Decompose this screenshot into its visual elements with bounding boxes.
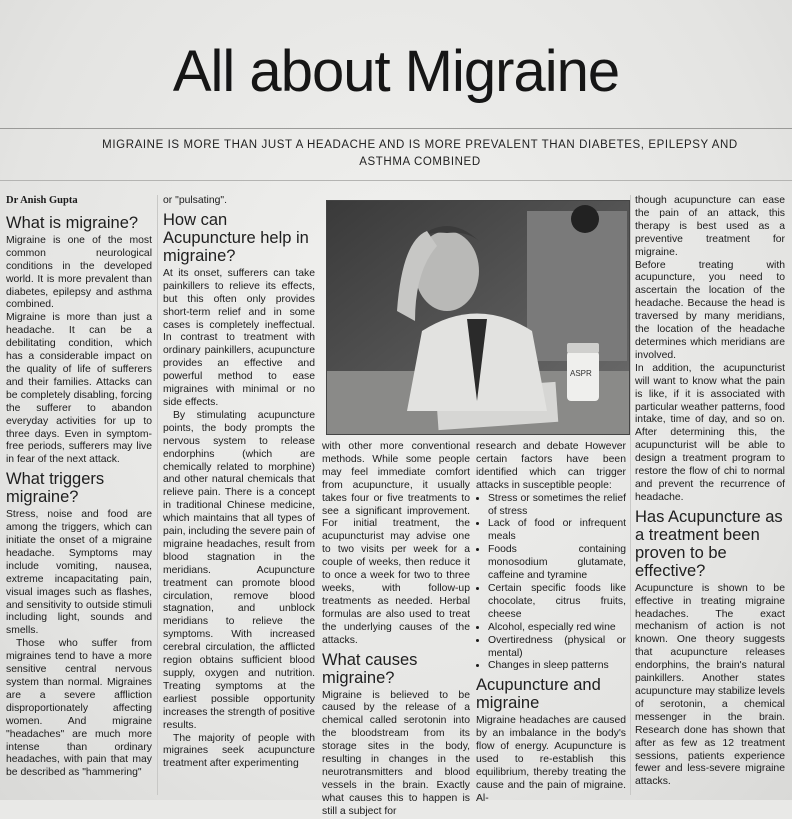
photo-man-with-headache: [326, 200, 630, 435]
bottle-label: ASPR: [570, 369, 592, 378]
heading-what-triggers-migraine: What triggers migraine?: [6, 470, 105, 507]
list-item: • Changes in sleep patterns: [488, 660, 626, 673]
heading-how-can-acupuncture-help: How can Acupuncture help in migraine?: [163, 210, 309, 265]
paragraph: In addition, the acupuncturist will want to know what the pain is like, if it is associated with particular weather patterns, food intake, time of day, and so on. After determining this, the acupuncturist will be able to design a treatment program to restore the flow of chi to normal and prevent the recurrence of headache.: [635, 362, 785, 503]
paragraph: Acupuncture is shown to be effective in treating migraine headaches. The exact mechanism of action is not known. One theory suggests that acupuncture releases endorphins, the brain's natural painkillers. Another states acupuncture may stabilize levels of serotonin, a chemical messenger in the brain. Research done has shown that after as few as 12 treatment sessions, patients experience fewer and less-severe migraine attacks.: [635, 582, 785, 788]
paragraph: At its onset, sufferers can take painkillers to relieve its effects, but this often only provides short-term relief and in some cases is completely ineffectual. In contrast to treatment with ordinary painkillers, acupuncture provides an effective and powerful method to ease migraines with minimal or no side effects.: [163, 267, 315, 408]
column-4: [476, 441, 626, 806]
list-item: • Stress or sometimes the relief of stress: [488, 493, 626, 519]
list-item: • Alcohol, especially red wine: [488, 622, 626, 635]
paragraph: Migraine is one of the most common neurological conditions in the developed world. It is more prevalent than diabetes, epilepsy and asthma combined.: [6, 234, 152, 311]
heading-has-acupuncture-been-proven: Has Acupuncture as a treatment been proven to be effective?: [635, 507, 783, 580]
heading-what-causes-migraine: What causes migraine?: [322, 650, 418, 687]
divider: [0, 180, 792, 181]
divider: [0, 128, 792, 129]
column-5: [635, 195, 785, 789]
byline: Dr Anish Gupta: [6, 195, 78, 206]
column-2: [163, 195, 315, 771]
heading-acupuncture-and-migraine: Acupuncture and migraine: [476, 676, 601, 713]
list-item: • Lack of food or infrequent meals: [488, 518, 626, 544]
column-divider: [630, 195, 631, 795]
heading-what-is-migraine: What is migraine?: [6, 213, 139, 232]
paragraph: Migraine is more than just a headache. It can be a debilitating condition, which has a considerable impact on the quality of life of sufferers and their families. Attacks can be completely disabling, forcing the sufferer to abandon everyday activities for up to three days. Even in symptom-free periods, sufferers may live in fear of the next attack.: [6, 312, 152, 466]
paragraph: The majority of people with migraines seek acupuncture treatment after experimenting: [163, 732, 315, 770]
list-item: • Foods containing monosodium glutamate, caffeine and tyramine: [488, 544, 626, 583]
paragraph: Migraine headaches are caused by an imbalance in the body's flow of energy. Acupuncture is used to re-establish this equilibrium, thereby treating the cause and the pain of migraine. Al-: [476, 715, 626, 804]
paragraph: research and debate However certain factors have been identified which can trigger attacks in susceptible people:: [476, 441, 626, 491]
paragraph: Before treating with acupuncture, you need to ascertain the location of the headache. Because the head is traversed by many meridians, the location of the headache determines which meridians are involved.: [635, 259, 785, 361]
paragraph: or "pulsating".: [163, 195, 227, 206]
list-item: • Certain specific foods like chocolate, citrus fruits, cheese: [488, 583, 626, 622]
article-subtitle: MIGRAINE IS MORE THAN JUST A HEADACHE AND IS MORE PREVALENT THAN DIABETES, EPILEPSY AND ASTHMA COMBINED: [102, 139, 738, 168]
paragraph: though acupuncture can ease the pain of an attack, this therapy is best used as a preventive treatment for migraine.: [635, 195, 785, 258]
paragraph: Those who suffer from migraines tend to have a more sensitive central nervous system than normal. Migraines are a severe affliction disproportionately affecting women. And migraine "headaches" are much more intense than ordinary headaches, with pain that may be described as "hammering": [6, 638, 152, 779]
article-title: All about Migraine: [172, 39, 620, 104]
paragraph: with other more conventional methods. While some people may feel immediate comfort from acupuncture, it usually takes four or five treatments to see a significant improvement. For initial treatment, the acupuncturist may advise one to two visits per week for a couple of weeks, then reduce it to once a week for two to three weeks, with follow-up treatments as needed. Herbal formulas are also used to treat the underlying causes of the attacks.: [322, 441, 470, 646]
column-3: [322, 441, 470, 819]
paragraph: Migraine is believed to be caused by the release of a chemical called serotonin into the bloodstream from its storage sites in the body, resulting in changes in the neurotransmitters and blood vessels in the brain. Exactly what causes this to happen is still a subject for: [322, 689, 470, 817]
list-item: • Overtiredness (physical or mental): [488, 635, 626, 661]
trigger-list: [476, 493, 626, 674]
paragraph: Stress, noise and food are among the triggers, which can initiate the onset of a migraine headache. Symptoms may include vomiting, nausea, extreme incapacitating pain, visual images such as flashes, and sensitivity to outside stimuli including light, sounds and smells.: [6, 509, 152, 637]
paragraph: By stimulating acupuncture points, the body prompts the nervous system to release endorphins (which are chemically related to morphine) and other natural chemicals that relieve pain. There is a concept in traditional Chinese medicine, which maintains that all types of pain, including the severe pain of migraine headaches, result from blood stagnation in the meridians. Acupuncture treatment can promote blood circulation, remove blood stagnation, and unblock meridians to relieve the symptoms. With increased cerebral circulation, the afflicted region obtains sufficient blood supply, oxygen and nutrition. Treating symptoms at the earliest possible opportunity increases the strength of positive results.: [163, 409, 315, 731]
column-1: [6, 195, 152, 780]
column-divider: [157, 195, 158, 795]
photo-illustration: [327, 201, 629, 434]
